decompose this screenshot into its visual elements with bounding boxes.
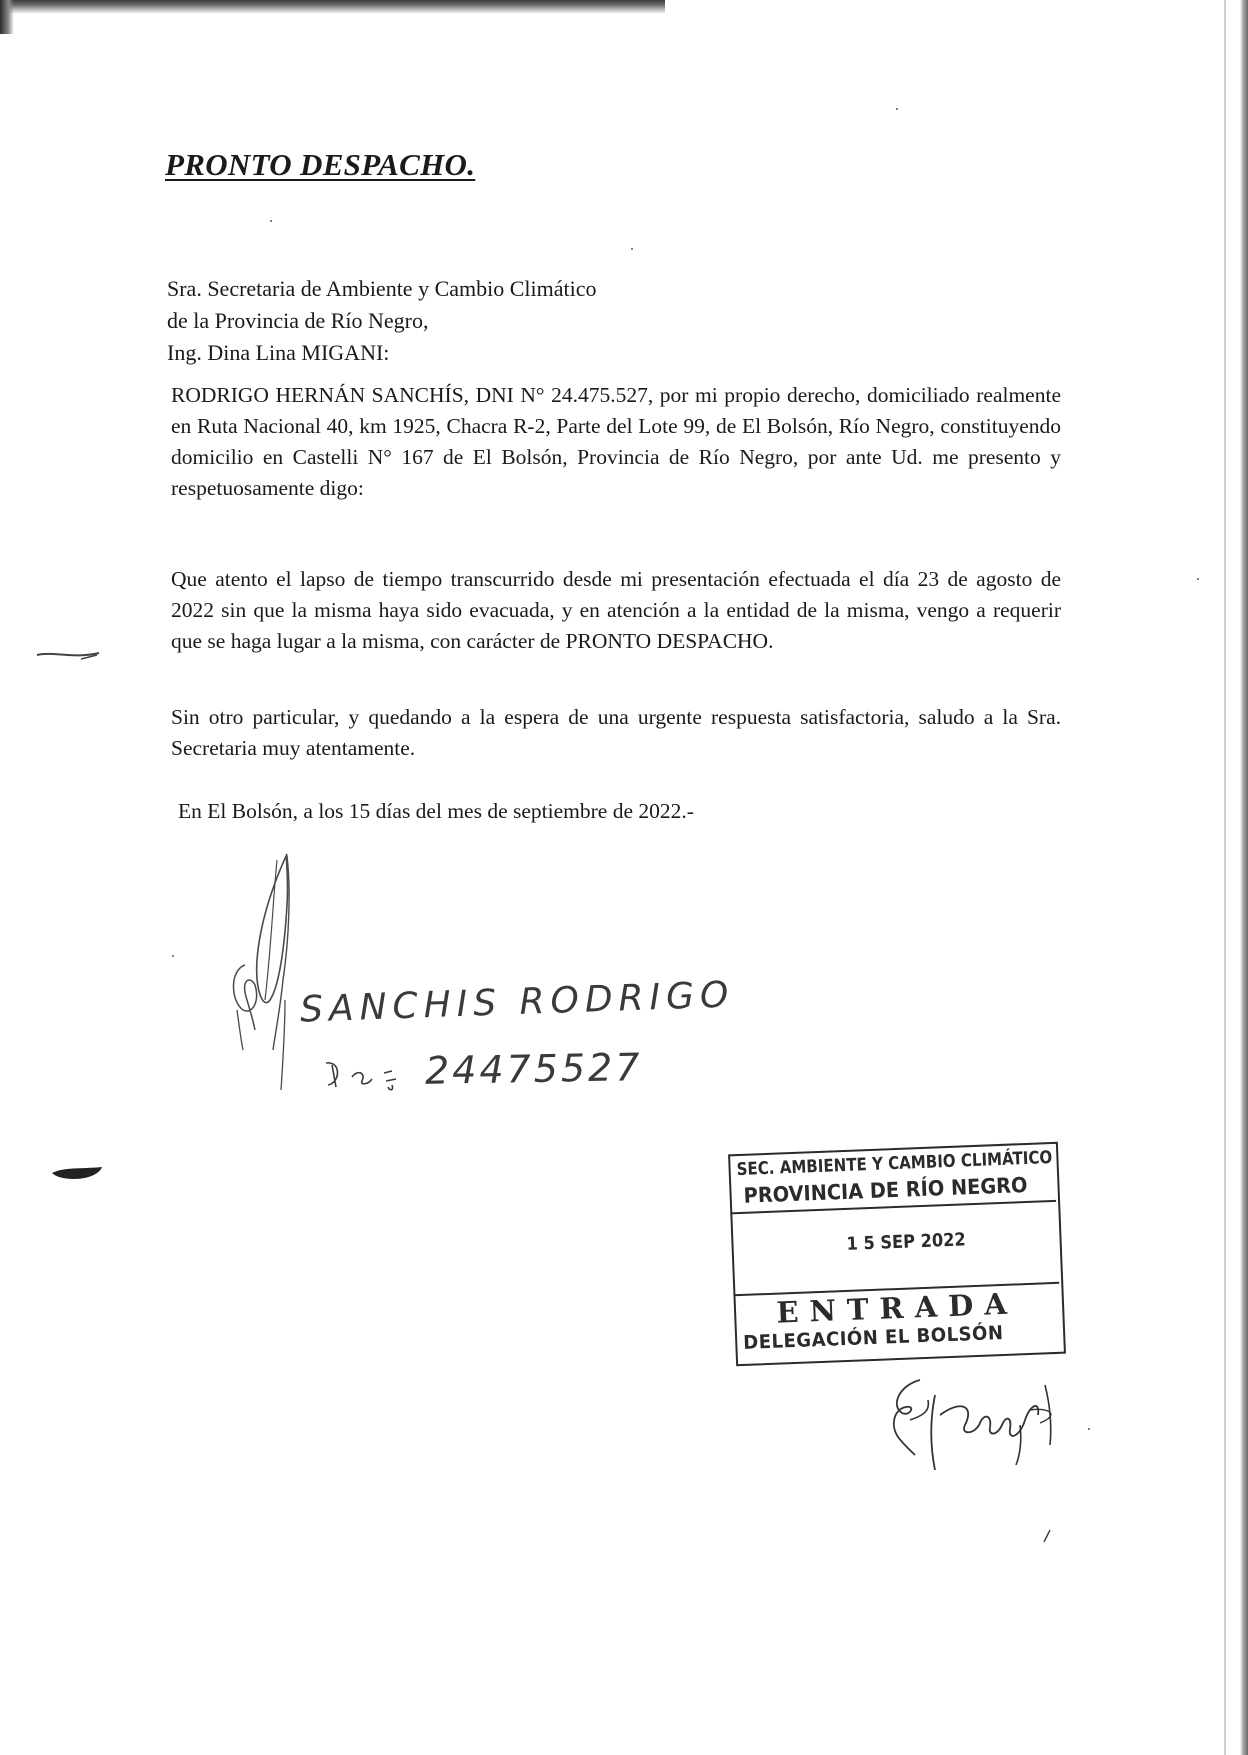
scan-smudge xyxy=(33,645,103,665)
receiver-initials xyxy=(880,1365,1080,1475)
intro-paragraph: RODRIGO HERNÁN SANCHÍS, DNI N° 24.475.527, por mi propio derecho, domiciliado realmente en Ruta Nacional 40, km 1925, Chacra R-2, Parte del Lote 99, de El Bolsón, Río Negro, constituyendo domicilio en Castelli N° 167 de El Bolsón, Provincia de Río Negro, por ante Ud. me presento y respetuosamente digo: xyxy=(171,383,1061,500)
scan-edge-right-line xyxy=(1224,0,1226,1755)
addressee-block xyxy=(167,273,597,369)
handwritten-name: SANCHIS RODRIGO xyxy=(299,974,736,1031)
handwritten-dni: 24475527 xyxy=(424,1045,643,1093)
handwritten-dni-label xyxy=(322,1055,412,1095)
scan-mark xyxy=(1040,1528,1054,1544)
stamp-header xyxy=(728,1142,1056,1214)
stamp-secretariat: SEC. AMBIENTE Y CAMBIO CLIMÁTICO xyxy=(736,1147,1053,1181)
stamp-province: PROVINCIA DE RÍO NEGRO xyxy=(743,1172,1028,1208)
speck xyxy=(631,248,633,250)
speck xyxy=(270,220,272,222)
addressee-line-2: de la Provincia de Río Negro, xyxy=(167,308,429,333)
addressee-line-1: Sra. Secretaria de Ambiente y Cambio Climático xyxy=(167,276,597,301)
addressee-line-3: Ing. Dina Lina MIGANI: xyxy=(167,340,390,365)
reception-stamp xyxy=(728,1142,1066,1367)
stamp-date: 1 5 SEP 2022 xyxy=(846,1229,967,1255)
speck xyxy=(1088,1428,1090,1430)
scan-edge-top xyxy=(0,0,665,14)
closing-paragraph: Sin otro particular, y quedando a la espera de una urgente respuesta satisfactoria, saludo a la Sra. Secretaria muy atentamente. xyxy=(171,705,1061,760)
scan-corner xyxy=(0,0,14,34)
scan-smudge xyxy=(50,1165,106,1183)
date-line: En El Bolsón, a los 15 días del mes de septiembre de 2022.- xyxy=(178,799,694,823)
scan-edge-right xyxy=(1240,0,1248,1755)
speck xyxy=(172,955,174,957)
speck xyxy=(896,108,898,110)
speck xyxy=(1197,578,1199,580)
signature-scribble xyxy=(225,850,320,1095)
stamp-delegation: DELEGACIÓN EL BOLSÓN xyxy=(742,1321,1004,1354)
request-paragraph: Que atento el lapso de tiempo transcurrido desde mi presentación efectuada el día 23 de agosto de 2022 sin que la misma haya sido evacuada, y en atención a la entidad de la misma, vengo a requerir que se haga lugar a la misma, con carácter de PRONTO DESPACHO. xyxy=(171,567,1061,653)
document-title: PRONTO DESPACHO. xyxy=(165,147,476,182)
stamp-entrada: ENTRADA xyxy=(733,1282,1060,1332)
